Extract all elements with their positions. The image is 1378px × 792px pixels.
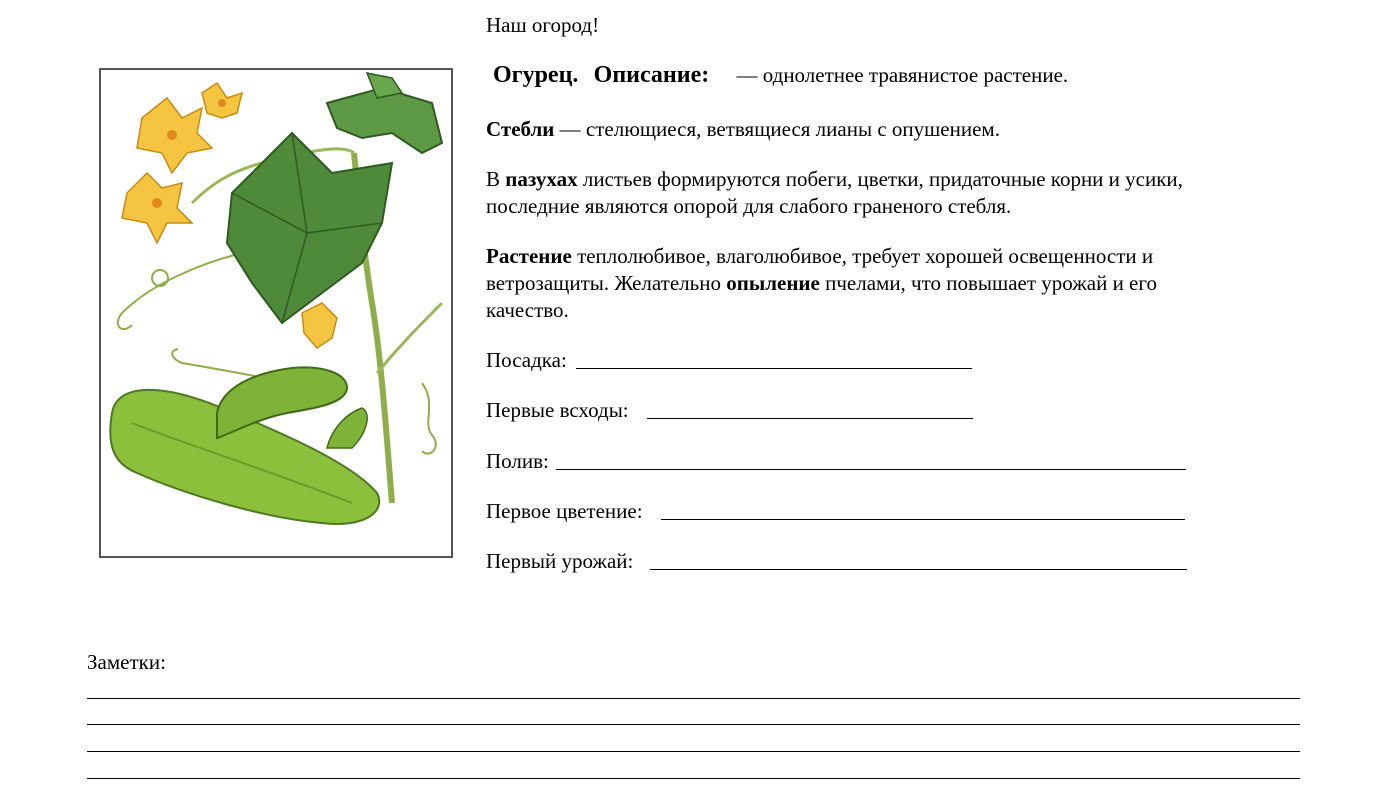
first-bloom-blank-line[interactable] [661, 519, 1185, 520]
notes-line[interactable] [87, 751, 1300, 752]
notes-label: Заметки: [87, 650, 166, 674]
notes-line[interactable] [87, 778, 1300, 779]
axils-paragraph-line2: последние являются опорой для слабого граненого стебля. [486, 194, 1012, 218]
stems-paragraph [486, 116, 1000, 143]
plant-line2-rest: пчелами, что повышает урожай и его [819, 271, 1157, 295]
axils-line1-text: листьев формируются побеги, цветки, придаточные корни и усики, [577, 167, 1183, 191]
axils-paragraph-line1 [486, 166, 1183, 193]
first-harvest-field[interactable] [486, 548, 1188, 575]
description-label: Описание: [593, 62, 710, 88]
plant-term: Растение [486, 244, 572, 268]
watering-field[interactable] [486, 448, 1188, 475]
pollination-term: опыление [726, 271, 820, 295]
description-paragraph [486, 62, 1068, 89]
watering-blank-line[interactable] [556, 469, 1186, 470]
first-sprouts-label: Первые всходы: [486, 398, 629, 422]
plant-line2-start: ветрозащиты. Желательно [486, 271, 727, 295]
first-harvest-blank-line[interactable] [650, 569, 1187, 570]
axils-prefix: В [486, 167, 506, 191]
plant-name: Огурец. [493, 62, 579, 88]
notes-line[interactable] [87, 698, 1300, 699]
first-sprouts-blank-line[interactable] [647, 418, 973, 419]
notes-line[interactable] [87, 724, 1300, 725]
watering-label: Полив: [486, 449, 549, 473]
description-text: — однолетнее травянистое растение. [736, 63, 1069, 87]
plant-paragraph-line1 [486, 243, 1153, 270]
plant-line1-text: теплолюбивое, влаголюбивое, требует хорошей освещенности и [571, 244, 1154, 268]
page-title: Наш огород! [486, 13, 600, 37]
stems-text: — стелющиеся, ветвящиеся лианы с опушением. [554, 117, 1000, 141]
planting-blank-line[interactable] [576, 368, 972, 369]
first-harvest-label: Первый урожай: [486, 549, 634, 573]
first-sprouts-field[interactable] [486, 397, 976, 424]
plant-paragraph-line3: качество. [486, 298, 569, 322]
first-bloom-label: Первое цветение: [486, 499, 643, 523]
planting-field[interactable] [486, 347, 976, 374]
stems-term: Стебли [486, 117, 555, 141]
plant-paragraph-line2 [486, 270, 1157, 297]
cucumber-illustration [92, 63, 468, 563]
first-bloom-field[interactable] [486, 498, 1188, 525]
planting-label: Посадка: [486, 348, 567, 372]
axils-term: пазухах [505, 167, 578, 191]
